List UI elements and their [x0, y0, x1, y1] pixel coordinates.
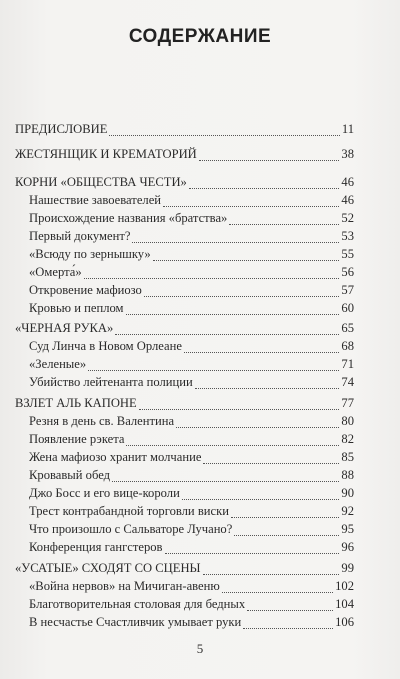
dot-leader [199, 160, 340, 161]
dot-leader [109, 135, 339, 136]
toc-entry-title: ПРЕДИСЛОВИЕ [15, 122, 108, 136]
dot-leader [247, 610, 333, 611]
toc-entry-page: 104 [335, 597, 354, 611]
dot-leader [184, 352, 339, 353]
toc-subsection [0, 359, 400, 375]
toc-subsection [0, 285, 400, 301]
dot-leader [222, 592, 333, 593]
page-title: СОДЕРЖАНИЕ [128, 26, 272, 47]
toc-subsection [0, 341, 400, 357]
toc-entry-page: 46 [341, 193, 354, 207]
dot-leader [144, 296, 340, 297]
toc-entry-title: Жена мафиозо хранит молчание [29, 450, 202, 464]
toc-subsection [0, 213, 400, 229]
toc-entry-title: «ЧЕРНАЯ РУКА» [15, 321, 114, 335]
toc-entry-title: ВЗЛЕТ АЛЬ КАПОНЕ [15, 396, 137, 410]
toc-entry-page: 106 [335, 615, 354, 629]
toc-entry-page: 53 [341, 229, 354, 243]
toc-section [0, 398, 400, 414]
toc-entry-title: Кровью и пеплом [29, 301, 124, 315]
toc-entry-title: Резня в день св. Валентина [29, 414, 175, 428]
toc-entry-title: «Омерта́» [29, 265, 82, 279]
toc-entry-title: «УСАТЫЕ» СХОДЯТ СО СЦЕНЫ [15, 561, 201, 575]
toc-subsection [0, 542, 400, 558]
toc-subsection [0, 434, 400, 450]
dot-leader [115, 334, 339, 335]
dot-leader [176, 427, 339, 428]
toc-entry-page: 38 [341, 147, 354, 161]
toc-entry-title: Что произошло с Сальваторе Лучано? [29, 522, 233, 536]
toc-entry-page: 52 [341, 211, 354, 225]
toc-entry-title: Убийство лейтенанта полиции [29, 375, 193, 389]
toc-entry-title: Трест контрабандной торговли виски [29, 504, 229, 518]
toc-entry-title: Джо Босс и его вице-короли [29, 486, 180, 500]
toc-entry-page: 85 [341, 450, 354, 464]
dot-leader [88, 370, 339, 371]
toc-subsection [0, 488, 400, 504]
toc-subsection [0, 195, 400, 211]
dot-leader [231, 517, 339, 518]
toc-subsection [0, 581, 400, 597]
toc-entry-page: 99 [341, 561, 354, 575]
toc-entry-title: Конференция гангстеров [29, 540, 163, 554]
dot-leader [195, 388, 340, 389]
toc-subsection [0, 267, 400, 283]
toc-entry-title: Откровение мафиозо [29, 283, 142, 297]
dot-leader [139, 409, 340, 410]
toc-entry-page: 82 [341, 432, 354, 446]
toc-entry-title: Появление рэкета [29, 432, 125, 446]
dot-leader [126, 445, 339, 446]
toc-entry-page: 65 [341, 321, 354, 335]
toc-section [0, 149, 400, 165]
toc-entry-page: 80 [341, 414, 354, 428]
toc-entry-page: 77 [341, 396, 354, 410]
dot-leader [189, 188, 340, 189]
toc-subsection [0, 452, 400, 468]
toc-subsection [0, 377, 400, 393]
toc-entry-page: 57 [341, 283, 354, 297]
dot-leader [234, 535, 339, 536]
toc-subsection [0, 303, 400, 319]
toc-entry-page: 68 [341, 339, 354, 353]
toc-entry-page: 95 [341, 522, 354, 536]
toc-entry-page: 55 [341, 247, 354, 261]
toc-section [0, 323, 400, 339]
toc-subsection [0, 506, 400, 522]
toc-subsection [0, 249, 400, 265]
dot-leader [243, 628, 333, 629]
toc-entry-title: Кровавый обед [29, 468, 111, 482]
toc-entry-title: В несчастье Счастливчик умывает руки [29, 615, 242, 629]
dot-leader [84, 278, 340, 279]
dot-leader [182, 499, 340, 500]
dot-leader [112, 481, 339, 482]
toc-entry-title: «Зеленые» [29, 357, 87, 371]
page-number: 5 [196, 641, 204, 656]
toc-entry-page: 96 [341, 540, 354, 554]
toc-entry-page: 102 [335, 579, 354, 593]
dot-leader [163, 206, 339, 207]
toc-subsection [0, 599, 400, 615]
dot-leader [203, 574, 340, 575]
toc-entry-page: 92 [341, 504, 354, 518]
toc-entry-page: 71 [341, 357, 354, 371]
toc-entry-page: 90 [341, 486, 354, 500]
dot-leader [126, 314, 340, 315]
toc-entry-title: Первый документ? [29, 229, 131, 243]
toc-entry-title: Суд Линча в Новом Орлеане [29, 339, 182, 353]
toc-entry-title: ЖЕСТЯНЩИК И КРЕМАТОРИЙ [15, 147, 197, 161]
toc-entry-page: 88 [341, 468, 354, 482]
toc-entry-title: Благотворительная столовая для бедных [29, 597, 246, 611]
toc-entry-title: Происхождение названия «братства» [29, 211, 228, 225]
toc-subsection [0, 231, 400, 247]
toc-entry-page: 74 [341, 375, 354, 389]
dot-leader [165, 553, 340, 554]
toc-subsection [0, 617, 400, 633]
toc-entry-page: 56 [341, 265, 354, 279]
toc-subsection [0, 470, 400, 486]
toc-section [0, 177, 400, 193]
toc-entry-title: «Война нервов» на Мичиган-авеню [29, 579, 220, 593]
toc-section [0, 563, 400, 579]
toc-entry-page: 60 [341, 301, 354, 315]
dot-leader [203, 463, 339, 464]
toc-entry-title: КОРНИ «ОБЩЕСТВА ЧЕСТИ» [15, 175, 187, 189]
dot-leader [229, 224, 339, 225]
toc-section [0, 124, 400, 140]
toc-subsection [0, 416, 400, 432]
toc-entry-title: Нашествие завоевателей [29, 193, 162, 207]
toc-entry-page: 11 [341, 122, 354, 136]
toc-subsection [0, 524, 400, 540]
toc-entry-title: «Всюду по зернышку» [29, 247, 151, 261]
toc-entry-page: 46 [341, 175, 354, 189]
dot-leader [153, 260, 340, 261]
dot-leader [132, 242, 339, 243]
